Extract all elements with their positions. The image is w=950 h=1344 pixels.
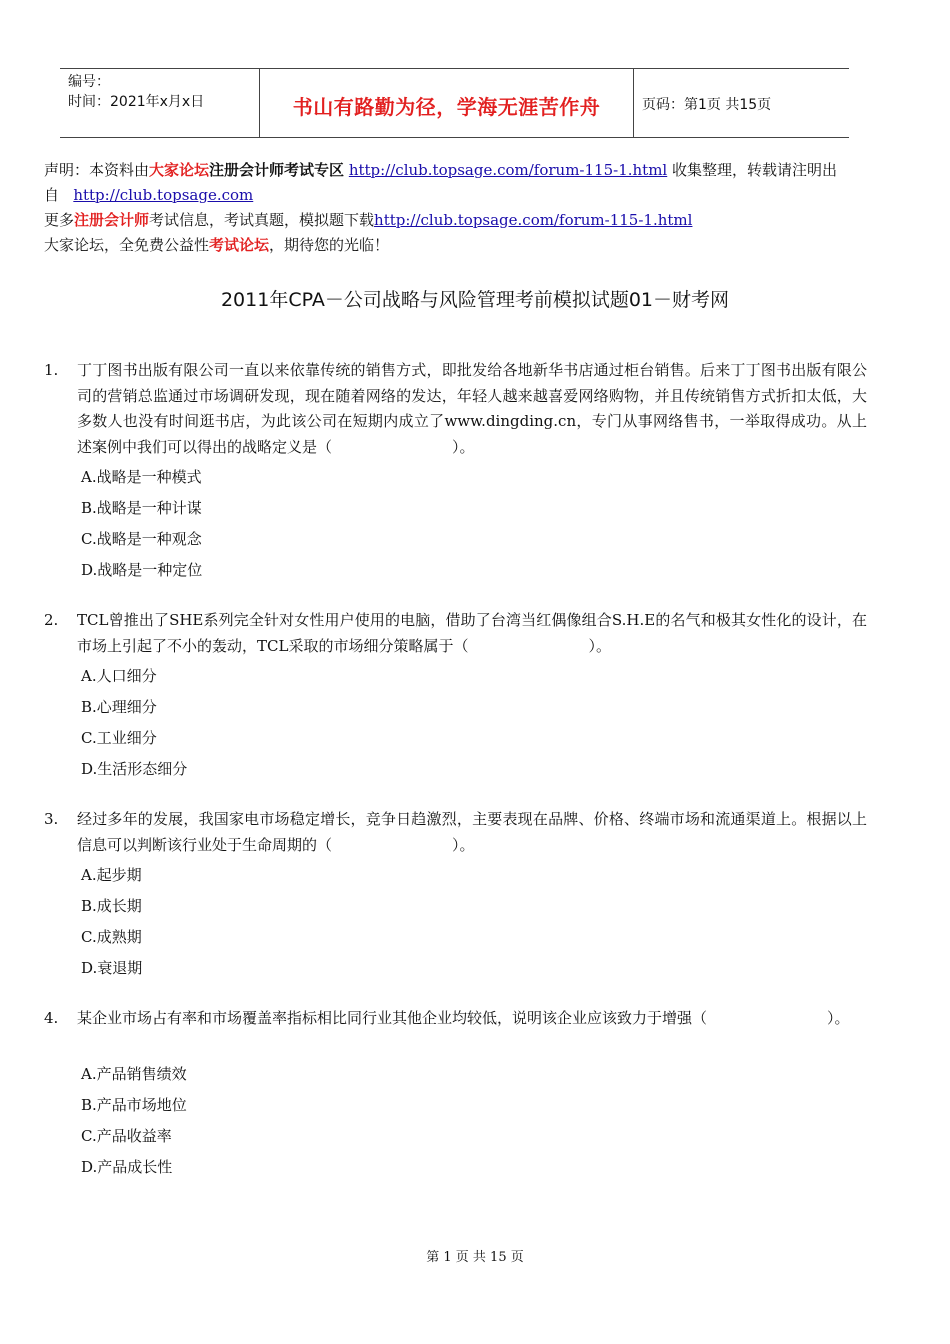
- welcome-prefix: 大家论坛，全免费公益性: [44, 236, 210, 254]
- download-link[interactable]: http://club.topsage.com/forum-115-1.html: [374, 211, 693, 229]
- statement-from: 自: [44, 186, 60, 204]
- option-c[interactable]: C.产品收益率: [81, 1127, 172, 1145]
- more-prefix: 更多: [44, 211, 75, 229]
- question-number: 4.: [44, 1009, 59, 1027]
- header-meta-cell: [60, 69, 260, 137]
- option-b[interactable]: B.成长期: [81, 897, 142, 915]
- header-page-cell: [634, 69, 849, 137]
- option-d[interactable]: D.战略是一种定位: [81, 561, 203, 579]
- question-number: 1.: [44, 361, 59, 379]
- option-b[interactable]: B.产品市场地位: [81, 1096, 187, 1114]
- option-c[interactable]: C.工业细分: [81, 729, 157, 747]
- welcome-suffix: ，期待您的光临！: [269, 236, 390, 254]
- forum-link[interactable]: http://club.topsage.com/forum-115-1.html: [348, 161, 668, 179]
- statement-line-1: [44, 158, 874, 183]
- option-a[interactable]: A.人口细分: [81, 667, 157, 685]
- option-b[interactable]: B.心理细分: [81, 698, 157, 716]
- document-time-label: 时间：2021年x月x日: [68, 94, 205, 110]
- exam-forum-highlight: 考试论坛: [209, 236, 270, 254]
- question-stem: 经过多年的发展，我国家电市场稳定增长，竞争日趋激烈，主要表现在品牌、价格、终端市场和流通渠道上。根据以上信息可以判断该行业处于生命周期的（ ）。: [77, 810, 867, 854]
- option-c[interactable]: C.成熟期: [81, 928, 142, 946]
- option-a[interactable]: A.产品销售绩效: [81, 1065, 187, 1083]
- page-footer: 第 1 页 共 15 页: [426, 1250, 524, 1265]
- statement-line-2: [44, 183, 874, 208]
- club-link[interactable]: http://club.topsage.com: [73, 186, 254, 204]
- option-a[interactable]: A.战略是一种模式: [81, 468, 202, 486]
- question-stem: 丁丁图书出版有限公司一直以来依靠传统的销售方式，即批发给各地新华书店通过柜台销售。后来丁丁图书出版有限公司的营销总监通过市场调研发现，现在随着网络的发达，年轻人越来越喜爱网络购物，并且传统销售方式折扣太低，大多数人也没有时间逛书店，为此该公司在短期内成立了www.dingding.cn，专门从事网络售书，一举取得成功。从上述案例中我们可以得出的战略定义是（ ）。: [77, 361, 867, 456]
- document-header: [60, 68, 849, 138]
- header-motto: 书山有路勤为径，学海无涯苦作舟: [292, 95, 601, 119]
- cpa-highlight: 注册会计师: [74, 211, 150, 229]
- statement-line-4: [44, 233, 874, 258]
- question-stem: TCL曾推出了SHE系列完全针对女性用户使用的电脑，借助了台湾当红偶像组合S.H.E的名气和极其女性化的设计，在市场上引起了不小的轰动，TCL采取的市场细分策略属于（ ）。: [77, 611, 867, 655]
- question-number: 2.: [44, 611, 59, 629]
- header-page-number: 页码：第1页 共15页: [642, 97, 772, 113]
- cpa-zone: 注册会计师考试专区: [209, 161, 345, 179]
- document-code-label: 编号：: [68, 74, 110, 90]
- statement-prefix: 声明：本资料由: [44, 161, 150, 179]
- forum-name: 大家论坛: [149, 161, 210, 179]
- option-d[interactable]: D.衰退期: [81, 959, 143, 977]
- statement-line-3: [44, 208, 874, 233]
- question-stem: 某企业市场占有率和市场覆盖率指标相比同行业其他企业均较低，说明该企业应该致力于增强（ ）。: [77, 1009, 850, 1027]
- header-motto-cell: [260, 69, 634, 137]
- statement-suffix: 收集整理，转载请注明出: [672, 161, 838, 179]
- option-d[interactable]: D.生活形态细分: [81, 760, 188, 778]
- option-c[interactable]: C.战略是一种观念: [81, 530, 202, 548]
- question-number: 3.: [44, 810, 59, 828]
- option-a[interactable]: A.起步期: [81, 866, 142, 884]
- more-middle: 考试信息，考试真题，模拟题下载: [149, 211, 375, 229]
- page-title: 2011年CPA－公司战略与风险管理考前模拟试题01－财考网: [220, 289, 730, 311]
- option-b[interactable]: B.战略是一种计谋: [81, 499, 202, 517]
- option-d[interactable]: D.产品成长性: [81, 1158, 173, 1176]
